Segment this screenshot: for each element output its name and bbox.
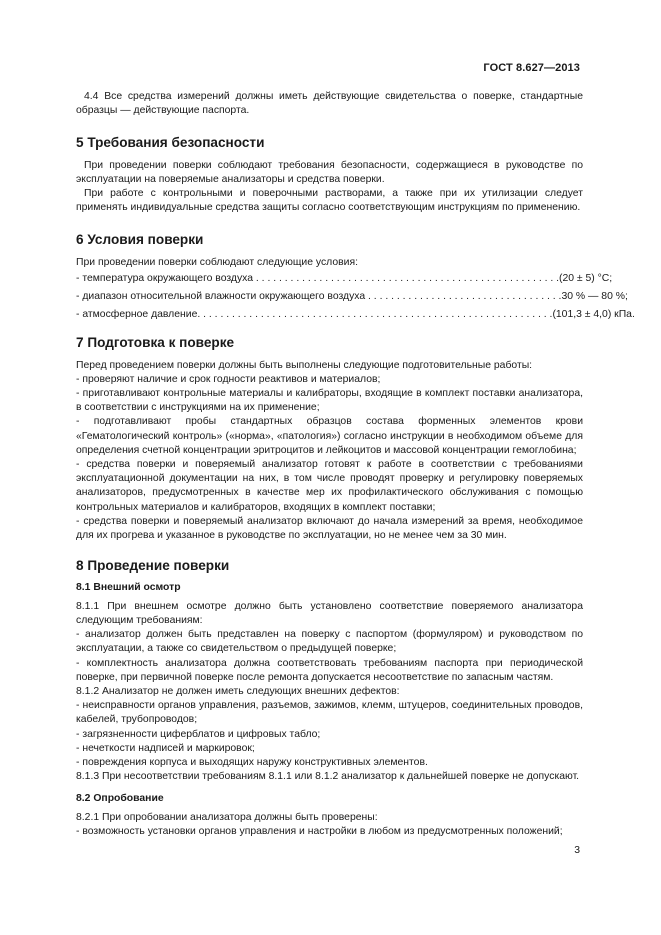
paragraph-8-1-2-d: - повреждения корпуса и выходящих наружу конструктивных элементов.: [76, 756, 428, 768]
condition-pressure-value: (101,3 ± 4,0) кПа.: [552, 309, 635, 321]
section-7-item-4: - средства поверки и поверяемый анализатор готовят к работе в соответствии с требованиями эксплуатационной документации на них, в том числе проводят проверку и регулировку поверяемых анализаторов, предусмотренных в качестве мер их профилактического обслуживания с помощью контрольных материалов и калибраторов, входящих в комплект поставки;: [76, 459, 583, 513]
subsection-8-1-title: 8.1 Внешний осмотр: [76, 582, 181, 594]
paragraph-4-4: 4.4 Все средства измерений должны иметь действующие свидетельства о поверке, стандартные образцы — действующие паспорта.: [76, 91, 583, 117]
condition-humidity: [76, 290, 628, 304]
paragraph-8-1-3: 8.1.3 При несоответствии требованиям 8.1.1 или 8.1.2 анализатор к дальнейшей поверке не допускают.: [76, 771, 580, 783]
section-8-title: 8 Проведение поверки: [76, 558, 230, 574]
paragraph-8-1-2: 8.1.2 Анализатор не должен иметь следующих внешних дефектов:: [76, 685, 400, 697]
paragraph-8-1-2-a: - неисправности органов управления, разъемов, зажимов, клемм, штуцеров, соединительных проводов, кабелей, трубопроводов;: [76, 700, 583, 726]
condition-humidity-label: - диапазон относительной влажности окружающего воздуха . . . . . . . . . . . . . . . . . . . . . . . . . . . . . . . . . .: [76, 291, 562, 303]
paragraph-8-1-2-b: - загрязненности циферблатов и цифровых табло;: [76, 728, 321, 740]
section-7-intro: Перед проведением поверки должны быть выполнены следующие подготовительные работы:: [76, 359, 533, 371]
section-6-title: 6 Условия поверки: [76, 232, 204, 248]
paragraph-8-2-1-a: - возможность установки органов управления и настройки в любом из предусмотренных положений;: [76, 825, 563, 837]
subsection-8-2-title: 8.2 Опробование: [76, 793, 164, 805]
page-number: 3: [574, 845, 580, 856]
paragraph-8-1-1: 8.1.1 При внешнем осмотре должно быть установлено соответствие поверяемого анализатора следующим требованиям:: [76, 600, 583, 626]
page-content: [76, 90, 635, 839]
section-7-item-2: - приготавливают контрольные материалы и калибраторы, входящие в комплект поставки анализатора, в соответствии с инструкциями на их применение;: [76, 388, 583, 414]
section-5-title: 5 Требования безопасности: [76, 135, 265, 151]
section-7-item-3: - подготавливают пробы стандартных образцов состава форменных элементов крови «Гематологический контроль» («норма», «патология») согласно инструкции в необходимом объеме для определения счетной концентрации эритроцитов и лейкоцитов и массовой концентрации гемоглобина;: [76, 416, 583, 456]
paragraph-8-1-1-b: - комплектность анализатора должна соответствовать требованиям паспорта при периодической поверке, при первичной поверке после ремонта допускается несоответствие по запасным частям.: [76, 657, 583, 683]
section-5-paragraph-1: При проведении поверки соблюдают требования безопасности, содержащиеся в руководстве по эксплуатации на поверяемые анализаторы и средства поверки.: [76, 159, 583, 185]
standard-header: ГОСТ 8.627—2013: [483, 62, 580, 74]
section-7-item-1: - проверяют наличие и срок годности реактивов и материалов;: [76, 373, 381, 385]
paragraph-8-1-2-c: - нечеткости надписей и маркировок;: [76, 742, 255, 754]
condition-pressure: [76, 308, 635, 322]
condition-temperature-value: (20 ± 5) °С;: [559, 272, 613, 284]
condition-humidity-value: 30 % — 80 %;: [561, 291, 628, 303]
section-5-paragraph-2: При работе с контрольными и поверочными растворами, а также при их утилизации следует применять индивидуальные средства защиты согласно соответствующим инструкциям по применению.: [76, 188, 583, 214]
section-7-title: 7 Подготовка к поверке: [76, 335, 235, 351]
condition-temperature: [76, 272, 613, 286]
paragraph-8-1-1-a: - анализатор должен быть представлен на поверку с паспортом (формуляром) и руководством по эксплуатации, а также со свидетельством о предыдущей поверке;: [76, 629, 583, 655]
section-6-intro: При проведении поверки соблюдают следующие условия:: [76, 256, 358, 268]
condition-temperature-label: - температура окружающего воздуха . . . . . . . . . . . . . . . . . . . . . . . . . . . . . . . . . . . . . . . . . . . . . . . . . . . . .: [76, 272, 560, 284]
condition-pressure-label: - атмосферное давление. . . . . . . . . . . . . . . . . . . . . . . . . . . . . . . . . . . . . . . . . . . . . . . . . . . . . . . . . . . . . .: [76, 309, 553, 321]
paragraph-8-2-1: 8.2.1 При опробовании анализатора должны быть проверены:: [76, 811, 378, 823]
section-7-item-5: - средства поверки и поверяемый анализатор включают до начала измерений за время, необходимое для их прогрева и указанное в руководстве по эксплуатации, но не менее чем за 30 мин.: [76, 515, 583, 542]
